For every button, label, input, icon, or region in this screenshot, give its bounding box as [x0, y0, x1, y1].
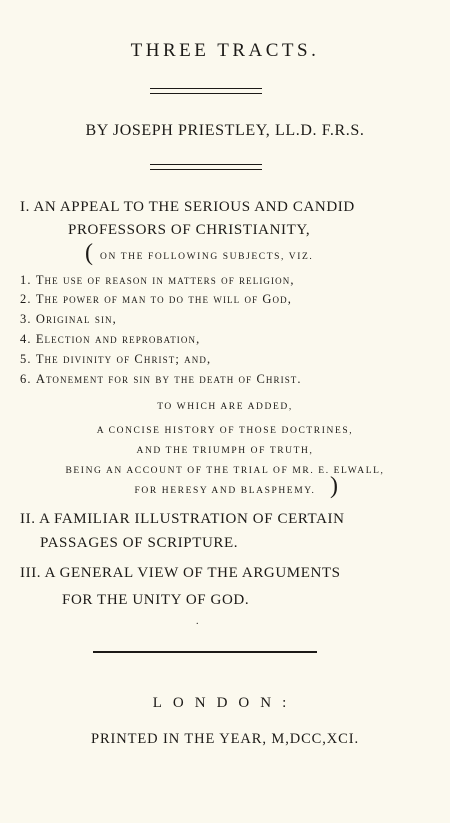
subject-text: The use of reason in matters of religion, — [35, 273, 295, 287]
subject-number: 6. — [20, 372, 32, 386]
subject-item — [20, 312, 117, 327]
subject-text: The divinity of Christ; and, — [35, 352, 212, 366]
added-line: A CONCISE HISTORY OF THOSE DOCTRINES, — [96, 426, 354, 436]
open-paren: ( — [85, 240, 93, 266]
tract3-line-1: III. A GENERAL VIEW OF THE ARGUMENTS — [20, 565, 341, 581]
subject-number: 5. — [20, 352, 32, 366]
imprint-rule — [93, 651, 317, 653]
subject-item — [20, 372, 302, 387]
subject-text: Atonement for sin by the death of Christ. — [35, 372, 302, 386]
double-rule-top-1 — [150, 88, 262, 89]
subject-number: 4. — [20, 332, 32, 346]
book-title: THREE TRACTS. — [130, 40, 320, 61]
imprint-city: LONDON: — [152, 695, 298, 711]
double-rule-mid-1 — [150, 164, 262, 165]
author-line: BY JOSEPH PRIESTLEY, LL.D. F.R.S. — [85, 122, 365, 139]
double-rule-mid-2 — [150, 169, 262, 170]
dot-mark: . — [196, 616, 199, 627]
added-intro: TO WHICH ARE ADDED, — [157, 402, 293, 412]
subject-number: 2. — [20, 292, 32, 306]
tract1-heading-1: I. AN APPEAL TO THE SERIOUS AND CANDID — [20, 199, 355, 215]
subject-item — [20, 292, 292, 307]
imprint-printed: PRINTED IN THE YEAR, M,DCC,XCI. — [91, 731, 359, 747]
subject-item — [20, 273, 295, 288]
added-line: AND THE TRIUMPH OF TRUTH, — [136, 446, 314, 456]
subject-item — [20, 332, 200, 347]
subject-number: 3. — [20, 312, 32, 326]
tract2-line-2: PASSAGES OF SCRIPTURE. — [40, 535, 239, 551]
subject-text: The power of man to do the will of God, — [35, 292, 292, 306]
tract1-heading-2: PROFESSORS OF CHRISTIANITY, — [68, 222, 311, 238]
subject-text: Election and reprobation, — [35, 332, 201, 346]
close-paren: ) — [330, 473, 338, 499]
subject-item — [20, 352, 211, 367]
tract2-line-1: II. A FAMILIAR ILLUSTRATION OF CERTAIN — [20, 511, 345, 527]
subject-text: Original sin, — [35, 312, 117, 326]
subjects-intro: ON THE FOLLOWING SUBJECTS, VIZ. — [100, 252, 314, 262]
subject-number: 1. — [20, 273, 32, 287]
tract3-line-2: FOR THE UNITY OF GOD. — [62, 592, 250, 608]
added-line: FOR HERESY AND BLASPHEMY. — [134, 486, 316, 496]
double-rule-top-2 — [150, 93, 262, 94]
added-line: BEING AN ACCOUNT OF THE TRIAL OF MR. E. ELWALL, — [65, 466, 385, 476]
